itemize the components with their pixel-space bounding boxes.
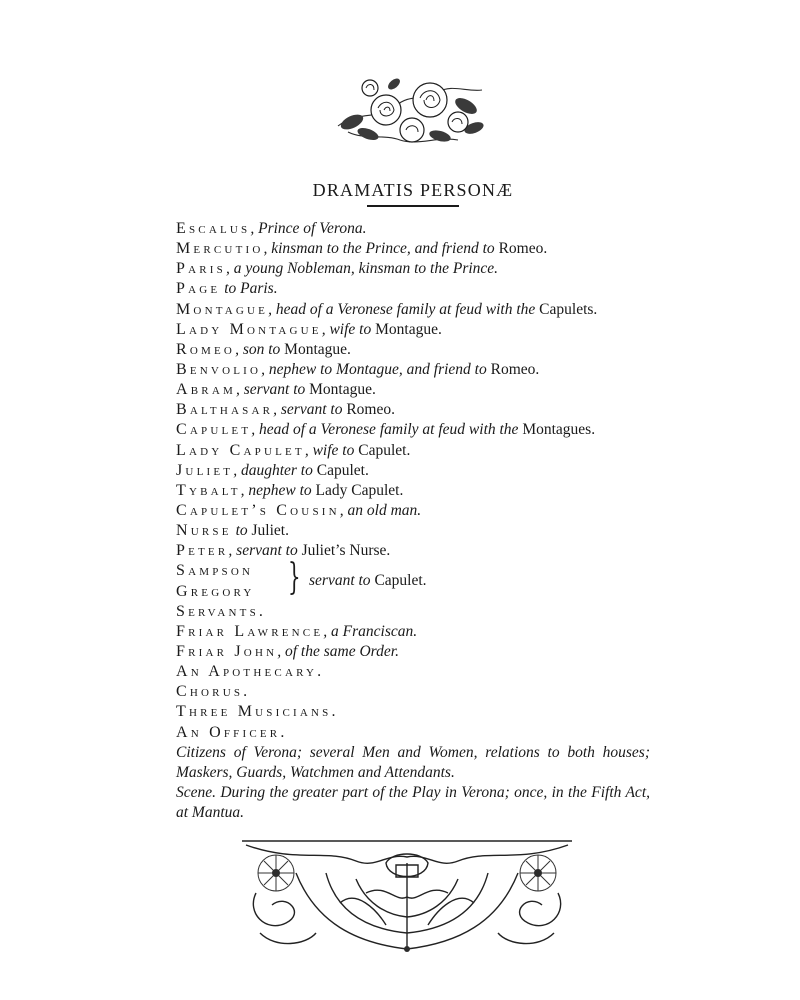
character-role: head of a Veronese family at feud with the	[259, 421, 519, 439]
character-name-gregory: Gregory	[176, 582, 255, 600]
character-name: An Officer.	[176, 723, 288, 741]
character-row: Friar John, of the same Order.	[176, 642, 399, 660]
character-row: Paris, a young Nobleman, kinsman to the Prince.	[176, 260, 499, 278]
character-row: Capulet, head of a Veronese family at feud with the Montagues.	[176, 421, 596, 439]
character-name: Lady Montague	[176, 320, 322, 338]
character-role: Prince of Verona.	[258, 220, 367, 237]
character-name: Friar John	[176, 642, 278, 660]
character-name: Mercutio	[176, 240, 264, 258]
character-row: Friar Lawrence, a Franciscan.	[176, 622, 418, 640]
character-row: Abram, servant to Montague.	[176, 381, 376, 399]
character-row: Escalus, Prince of Verona.	[176, 220, 367, 237]
scene-note: Scene. During the greater part of the Play in Verona; once, in the Fifth Act, at Mantua.	[176, 783, 650, 822]
character-row	[176, 279, 656, 299]
citizens-note: Citizens of Verona; several Men and Women, relations to both houses; Maskers, Guards, Watchmen and Attendants.	[176, 743, 650, 781]
character-role: kinsman to the Prince, and friend to	[271, 240, 495, 258]
dramatis-personae-list	[176, 219, 656, 823]
character-name-sampson: Sampson	[176, 562, 254, 580]
rose-ornament-icon	[334, 70, 488, 148]
character-row: Capulet’s Cousin, an old man.	[176, 501, 422, 519]
character-role: head of a Veronese family at feud with the	[275, 300, 536, 318]
character-name: Friar Lawrence	[176, 622, 324, 640]
character-row	[176, 702, 656, 722]
character-name: Lady Capulet	[176, 441, 305, 459]
character-role: of the same Order.	[285, 642, 399, 660]
character-row: Mercutio, kinsman to the Prince, and friend to Romeo.	[176, 240, 548, 258]
character-name: An Apothecary.	[176, 663, 325, 681]
page-title: DRAMATIS PERSONÆ	[312, 180, 514, 200]
character-role: servant to	[236, 542, 298, 560]
character-role: to Paris.	[224, 280, 278, 298]
character-name: Abram	[176, 381, 236, 399]
character-role: servant to	[280, 401, 343, 419]
character-row	[176, 682, 656, 702]
character-role: wife to	[329, 320, 372, 338]
character-role: wife to	[312, 441, 355, 459]
character-name: Capulet	[176, 421, 252, 439]
character-name: Paris	[176, 260, 226, 278]
character-name: Peter	[176, 542, 229, 560]
character-name: Nurse	[176, 522, 232, 540]
character-row	[176, 662, 656, 682]
character-name: Juliet	[176, 461, 234, 479]
character-row	[176, 723, 656, 743]
title-underline	[367, 205, 459, 207]
character-row: Lady Capulet, wife to Capulet.	[176, 441, 411, 459]
character-row: Peter, servant to Juliet’s Nurse.	[176, 542, 391, 560]
character-name: Tybalt	[176, 481, 241, 499]
character-role: a Franciscan.	[331, 622, 418, 640]
filigree-ornament-icon	[236, 833, 578, 955]
servants-pair	[176, 557, 656, 601]
character-name: Capulet’s Cousin	[176, 501, 340, 519]
character-name: Benvolio	[176, 360, 262, 378]
character-name: Montague	[176, 300, 269, 318]
character-name: Servants.	[176, 602, 267, 620]
character-row	[176, 602, 656, 622]
character-row: Juliet, daughter to Capulet.	[176, 461, 369, 479]
character-name: Balthasar	[176, 401, 274, 419]
character-row: Montague, head of a Veronese family at feud with the Capulets.	[176, 300, 598, 318]
character-role: an old man.	[347, 501, 422, 519]
character-name: Three Musicians.	[176, 703, 339, 721]
servants-role: servant to Capulet.	[309, 572, 427, 590]
character-row: Tybalt, nephew to Lady Capulet.	[176, 481, 404, 499]
character-name: Chorus.	[176, 683, 251, 701]
character-role: to	[235, 522, 248, 540]
brace-symbol: }	[288, 557, 301, 599]
character-role: nephew to	[248, 481, 312, 499]
character-role: daughter to	[240, 461, 313, 479]
character-role: nephew to Montague, and friend to	[268, 360, 487, 378]
character-row: Balthasar, servant to Romeo.	[176, 401, 395, 419]
character-row: Lady Montague, wife to Montague.	[176, 320, 442, 338]
character-name: Romeo	[176, 340, 236, 358]
character-row: Benvolio, nephew to Montague, and friend to Romeo.	[176, 360, 540, 378]
character-role: son to	[242, 340, 281, 358]
character-role: servant to	[243, 381, 306, 399]
character-row: Nurse to Juliet.	[176, 522, 289, 540]
character-name: Page	[176, 280, 221, 298]
character-row: Romeo, son to Montague.	[176, 340, 351, 358]
character-role: a young Nobleman, kinsman to the Prince.	[233, 260, 499, 278]
character-name: Escalus	[176, 220, 251, 237]
